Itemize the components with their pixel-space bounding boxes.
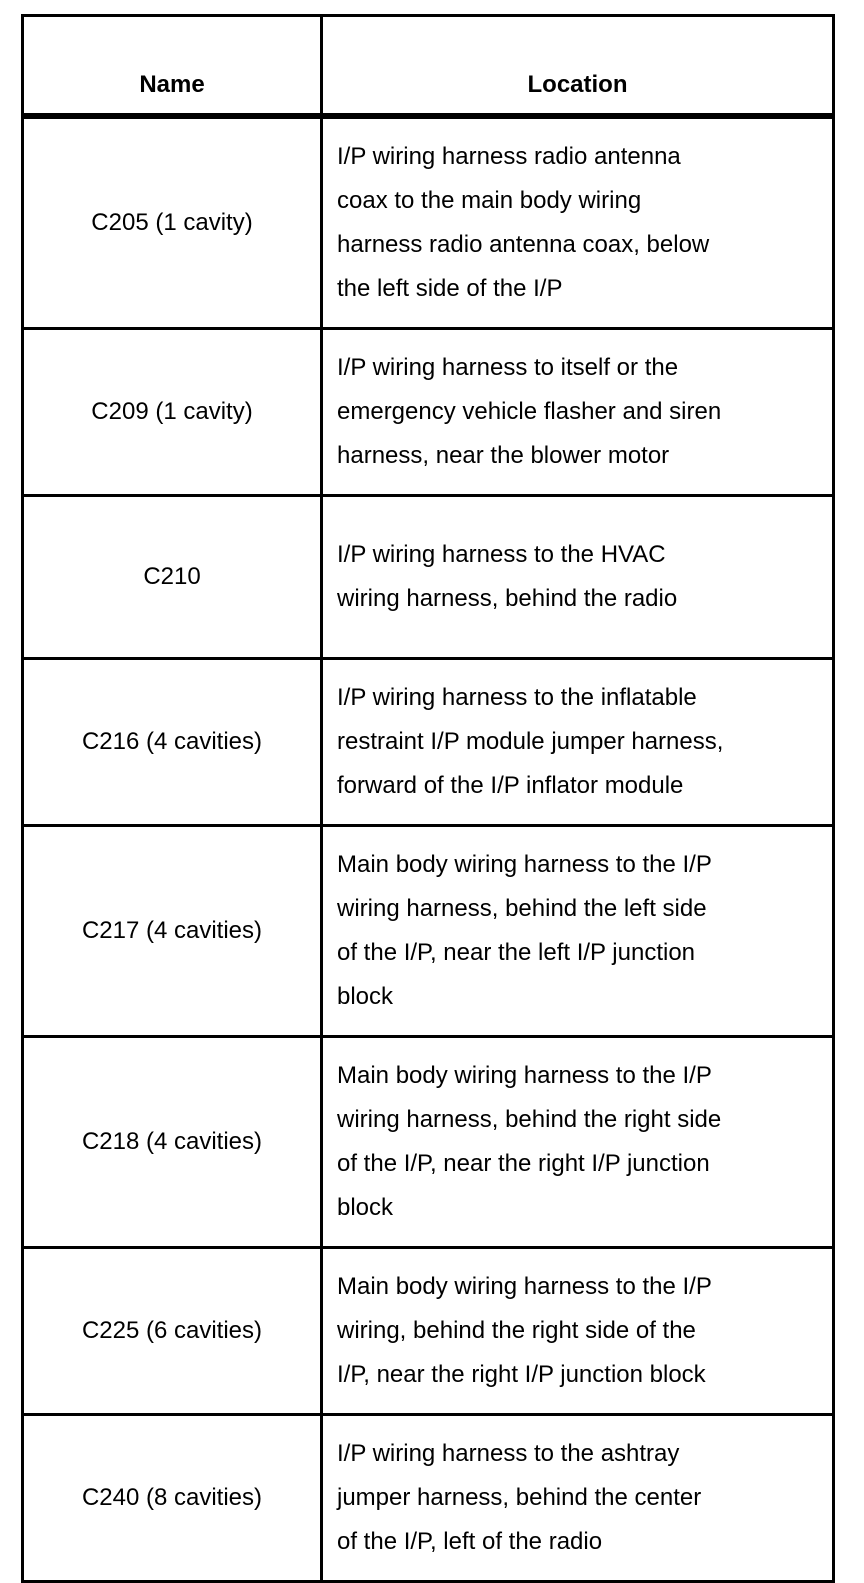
location-line: I/P wiring harness to the inflatable: [337, 683, 697, 711]
table-row: [23, 1247, 834, 1414]
connector-name-cell: C205 (1 cavity): [23, 116, 322, 329]
connector-location-cell: [322, 658, 834, 825]
column-header-location: Location: [322, 16, 834, 116]
table-header-row: [23, 16, 834, 116]
location-line: the left side of the I/P: [337, 274, 563, 302]
connector-name-cell: C209 (1 cavity): [23, 328, 322, 495]
location-line: Main body wiring harness to the I/P: [337, 1061, 712, 1089]
location-line: Main body wiring harness to the I/P: [337, 1272, 712, 1300]
connector-location-cell: [322, 1414, 834, 1581]
location-line: wiring harness, behind the right side: [337, 1105, 722, 1133]
connector-name-cell: C240 (8 cavities): [23, 1414, 322, 1581]
location-line: I/P wiring harness to itself or the: [337, 353, 679, 381]
location-line: Main body wiring harness to the I/P: [337, 850, 712, 878]
location-line: jumper harness, behind the center: [337, 1483, 702, 1511]
location-line: forward of the I/P inflator module: [337, 771, 684, 799]
location-line: of the I/P, near the left I/P junction: [337, 938, 696, 966]
location-line: restraint I/P module jumper harness,: [337, 727, 724, 755]
connector-name-cell: C217 (4 cavities): [23, 825, 322, 1036]
table-row: [23, 495, 834, 658]
location-line: I/P wiring harness to the ashtray: [337, 1439, 680, 1467]
connector-location-table: [21, 14, 835, 1583]
location-line: coax to the main body wiring: [337, 186, 642, 214]
location-line: wiring harness, behind the radio: [337, 584, 678, 612]
table-row: [23, 1036, 834, 1247]
connector-location-cell: [322, 495, 834, 658]
location-line: I/P wiring harness radio antenna: [337, 142, 681, 170]
location-line: harness, near the blower motor: [337, 441, 670, 469]
location-line: wiring harness, behind the left side: [337, 894, 707, 922]
connector-name-cell: C210: [23, 495, 322, 658]
connector-name-cell: C225 (6 cavities): [23, 1247, 322, 1414]
location-line: harness radio antenna coax, below: [337, 230, 710, 258]
location-line: wiring, behind the right side of the: [337, 1316, 696, 1344]
location-line: block: [337, 1193, 394, 1221]
table-row: [23, 825, 834, 1036]
table-row: [23, 1414, 834, 1581]
connector-location-cell: [322, 116, 834, 329]
connector-name-cell: C216 (4 cavities): [23, 658, 322, 825]
connector-name-cell: C218 (4 cavities): [23, 1036, 322, 1247]
column-header-name: Name: [23, 16, 322, 116]
connector-location-cell: [322, 1036, 834, 1247]
connector-location-cell: [322, 328, 834, 495]
location-line: emergency vehicle flasher and siren: [337, 397, 722, 425]
table-row: [23, 328, 834, 495]
location-line: of the I/P, near the right I/P junction: [337, 1149, 710, 1177]
table-row: [23, 116, 834, 329]
location-line: of the I/P, left of the radio: [337, 1527, 603, 1555]
location-line: I/P wiring harness to the HVAC: [337, 540, 666, 568]
table-row: [23, 658, 834, 825]
connector-location-cell: [322, 825, 834, 1036]
location-line: block: [337, 982, 394, 1010]
connector-location-cell: [322, 1247, 834, 1414]
location-line: I/P, near the right I/P junction block: [337, 1360, 706, 1388]
